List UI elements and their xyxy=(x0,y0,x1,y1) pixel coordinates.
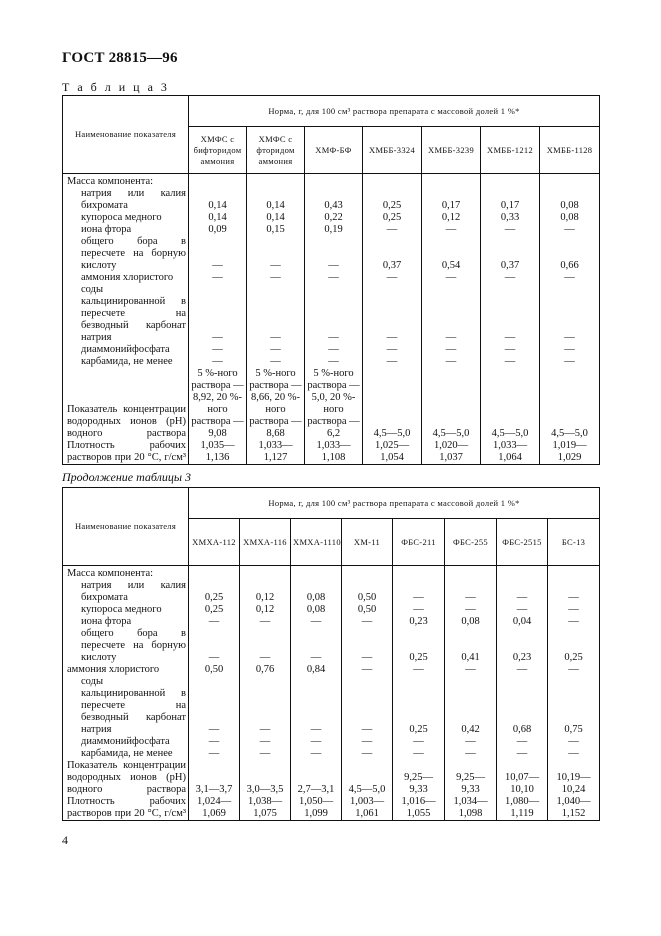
table-cell: — xyxy=(422,356,481,368)
table-cell: 0,25 xyxy=(189,604,240,616)
table-cell: — xyxy=(548,748,600,760)
table-cell: 0,19 xyxy=(305,224,363,236)
table-cell: — xyxy=(240,736,291,748)
table-cell: 0,09 xyxy=(189,224,247,236)
column-header: ХМББ-3324 xyxy=(363,127,422,174)
table-cell xyxy=(445,566,497,581)
table-cell: 1,033— 1,064 xyxy=(481,440,540,465)
table-cell: — xyxy=(445,664,497,676)
table-cell: — xyxy=(363,344,422,356)
table-cell xyxy=(393,566,445,581)
table-row xyxy=(63,748,600,760)
table-cell: 0,22 xyxy=(305,212,363,224)
table-cell: 0,54 xyxy=(422,236,481,272)
table-cell: — xyxy=(422,272,481,284)
table-cell: 0,23 xyxy=(393,616,445,628)
table-cell: — xyxy=(189,628,240,664)
document-header: ГОСТ 28815—96 xyxy=(62,50,178,66)
table-cell: 0,08 xyxy=(291,604,342,616)
table-cell: 1,019— 1,029 xyxy=(540,440,600,465)
table-cell: — xyxy=(540,284,600,344)
table-cell: 5 %-ного раствора — 8,92, 20 %-ного раствора — 9,08 xyxy=(189,368,247,440)
table-cell: 0,25 xyxy=(189,580,240,604)
name-column-header: Наименование показателя xyxy=(63,488,189,566)
table-caption: Т а б л и ц а 3 xyxy=(62,80,170,94)
table-cell: 0,43 xyxy=(305,188,363,212)
table-cell: — xyxy=(342,736,393,748)
table-cell: — xyxy=(393,580,445,604)
table-cell: 0,50 xyxy=(189,664,240,676)
column-header: ХМ-11 xyxy=(342,519,393,566)
table-cell: — xyxy=(445,736,497,748)
row-label: Плотность рабочих растворов при 20 °С, г/см³ xyxy=(63,796,189,821)
table-cell: 0,76 xyxy=(240,664,291,676)
table-cell: 1,016— 1,055 xyxy=(393,796,445,821)
table-cell: — xyxy=(240,748,291,760)
table-cell: 3,1—3,7 xyxy=(189,760,240,796)
table-cell: 0,25 xyxy=(363,188,422,212)
table-cell: — xyxy=(497,580,548,604)
table-cell: — xyxy=(342,628,393,664)
row-label: общего бора в пересчете на борную кислоту xyxy=(63,236,189,272)
column-header: ХМХА-116 xyxy=(240,519,291,566)
table-cell: — xyxy=(497,664,548,676)
column-header: БС-13 xyxy=(548,519,600,566)
table-cell: — xyxy=(291,628,342,664)
table-cell: 1,033— 1,127 xyxy=(247,440,305,465)
table-cell: — xyxy=(189,748,240,760)
column-header: ХМББ-1212 xyxy=(481,127,540,174)
table-cell: 0,23 xyxy=(497,628,548,664)
row-label: иона фтора xyxy=(63,224,189,236)
table-row xyxy=(63,566,600,581)
norm-header: Норма, г, для 100 см³ раствора препарата с массовой долей 1 %* xyxy=(189,96,600,127)
table-cell: — xyxy=(189,236,247,272)
table-cell: 0,25 xyxy=(363,212,422,224)
table-cell: 1,040— 1,152 xyxy=(548,796,600,821)
table-cell: — xyxy=(445,748,497,760)
table-cell: 4,5—5,0 xyxy=(481,368,540,440)
table-cell: — xyxy=(393,664,445,676)
table-cell: 0,12 xyxy=(422,212,481,224)
table-cell xyxy=(481,174,540,189)
table-cell: 0,08 xyxy=(445,616,497,628)
row-label: купороса медного xyxy=(63,604,189,616)
table-row xyxy=(63,760,600,796)
table-cell: — xyxy=(481,272,540,284)
table-cell: — xyxy=(481,284,540,344)
column-header: ХМФС с бифторидом аммония xyxy=(189,127,247,174)
table-cell: 0,17 xyxy=(481,188,540,212)
table-row xyxy=(63,224,600,236)
table-cell: 3,0—3,5 xyxy=(240,760,291,796)
table-cell: 1,033— 1,108 xyxy=(305,440,363,465)
column-header: ФБС-2515 xyxy=(497,519,548,566)
table-cell: — xyxy=(189,616,240,628)
table-cell xyxy=(548,566,600,581)
table-cell: 4,5—5,0 xyxy=(342,760,393,796)
table-cell: 0,08 xyxy=(540,188,600,212)
table-cell: 0,15 xyxy=(247,224,305,236)
table-cell: 5 %-ного раствора — 5,0, 20 %-ного раствора — 6,2 xyxy=(305,368,363,440)
table-cell: 0,66 xyxy=(540,236,600,272)
table-cell: — xyxy=(481,356,540,368)
table-cell: — xyxy=(548,664,600,676)
table-cell: — xyxy=(445,604,497,616)
table-cell: — xyxy=(540,356,600,368)
table-cell: — xyxy=(445,580,497,604)
name-column-header: Наименование показателя xyxy=(63,96,189,174)
table-cell: 0,50 xyxy=(342,604,393,616)
table-cell: — xyxy=(189,356,247,368)
table-row xyxy=(63,344,600,356)
table-cell: — xyxy=(305,272,363,284)
row-label: Масса компонента: xyxy=(63,174,189,189)
table-cell: 0,42 xyxy=(445,676,497,736)
table-cell xyxy=(247,174,305,189)
table-cell: — xyxy=(247,236,305,272)
table-cell: 0,14 xyxy=(189,188,247,212)
table-cell: 4,5—5,0 xyxy=(540,368,600,440)
table-cell: 0,25 xyxy=(393,628,445,664)
table-cell: 0,37 xyxy=(481,236,540,272)
row-label: общего бора в пересчете на борную кислоту xyxy=(63,628,189,664)
table-cell: — xyxy=(247,272,305,284)
table-cell: — xyxy=(247,284,305,344)
table-cell: — xyxy=(497,604,548,616)
table-row xyxy=(63,356,600,368)
table-cell: — xyxy=(393,748,445,760)
table-3 xyxy=(62,95,600,465)
table-cell: 9,25—9,33 xyxy=(445,760,497,796)
table-row xyxy=(63,604,600,616)
table-cell: — xyxy=(363,272,422,284)
row-label: Показатель концентрации водородных ионов (рН) водного раствора xyxy=(63,760,189,796)
row-label: натрия или калия бихромата xyxy=(63,188,189,212)
table-cell: 0,37 xyxy=(363,236,422,272)
table-cell: — xyxy=(363,356,422,368)
norm-header: Норма, г, для 100 см³ раствора препарата с массовой долей 1 %* xyxy=(189,488,600,519)
column-header: ФБС-211 xyxy=(393,519,445,566)
column-header: ХМХА-112 xyxy=(189,519,240,566)
table-cell: — xyxy=(305,356,363,368)
table-cell: 1,034— 1,098 xyxy=(445,796,497,821)
table-row xyxy=(63,174,600,189)
table-cell: 0,08 xyxy=(291,580,342,604)
table-cell: 0,04 xyxy=(497,616,548,628)
row-label: карбамида, не менее xyxy=(63,356,189,368)
table-cell: 2,7—3,1 xyxy=(291,760,342,796)
table-3-continuation xyxy=(62,487,600,821)
table-cell: — xyxy=(422,344,481,356)
table-cell: — xyxy=(305,284,363,344)
table-cell: 1,080— 1,119 xyxy=(497,796,548,821)
table-cell: — xyxy=(247,356,305,368)
table-row xyxy=(63,676,600,736)
table-cell: 0,17 xyxy=(422,188,481,212)
table-row xyxy=(63,284,600,344)
table-row xyxy=(63,272,600,284)
table-cell: 4,5—5,0 xyxy=(363,368,422,440)
table-cell: — xyxy=(240,676,291,736)
table-cell xyxy=(189,174,247,189)
table-cell: 0,25 xyxy=(548,628,600,664)
table-cell: 1,050— 1,099 xyxy=(291,796,342,821)
row-label: Плотность рабочих растворов при 20 °С, г/см³ xyxy=(63,440,189,465)
table-cell: — xyxy=(189,272,247,284)
table-cell: — xyxy=(497,736,548,748)
table-cell xyxy=(305,174,363,189)
table-cell: — xyxy=(291,676,342,736)
table-cell: 0,84 xyxy=(291,664,342,676)
table-cell: 0,25 xyxy=(393,676,445,736)
table-row xyxy=(63,580,600,604)
row-label: купороса медного xyxy=(63,212,189,224)
continuation-caption: Продолжение таблицы 3 xyxy=(62,470,192,484)
column-header: ХМББ-1128 xyxy=(540,127,600,174)
table-cell: 10,19— 10,24 xyxy=(548,760,600,796)
table-cell: — xyxy=(548,736,600,748)
table-cell: — xyxy=(240,628,291,664)
table-cell: — xyxy=(342,616,393,628)
table-cell xyxy=(363,174,422,189)
table-cell: — xyxy=(540,344,600,356)
table-cell: — xyxy=(393,736,445,748)
row-label: Показатель концентрации водородных ионов (рН) водного раствора xyxy=(63,368,189,440)
table-cell: 0,14 xyxy=(247,212,305,224)
column-header: ХМФС с фторидом аммония xyxy=(247,127,305,174)
table-cell: 0,12 xyxy=(240,604,291,616)
table-cell: 0,68 xyxy=(497,676,548,736)
table-row xyxy=(63,440,600,465)
table-row xyxy=(63,664,600,676)
table-cell: — xyxy=(189,284,247,344)
table-cell: 0,50 xyxy=(342,580,393,604)
table-row xyxy=(63,368,600,440)
table-cell: 5 %-ного раствора — 8,66, 20 %-ного раствора — 8,68 xyxy=(247,368,305,440)
table-cell: 1,038— 1,075 xyxy=(240,796,291,821)
row-label: аммония хлористого xyxy=(63,272,189,284)
table-cell: — xyxy=(189,676,240,736)
table-cell: — xyxy=(189,344,247,356)
table-cell: — xyxy=(540,224,600,236)
table-cell: — xyxy=(393,604,445,616)
table-cell xyxy=(240,566,291,581)
table-cell: 0,14 xyxy=(189,212,247,224)
table-cell: — xyxy=(540,272,600,284)
row-label: карбамида, не менее xyxy=(63,748,189,760)
row-label: соды кальцинированной в пересчете на безводный карбонат натрия xyxy=(63,676,189,736)
table-cell: 1,020— 1,037 xyxy=(422,440,481,465)
table-cell xyxy=(189,566,240,581)
table-cell: 0,14 xyxy=(247,188,305,212)
column-header: ХМФ-БФ xyxy=(305,127,363,174)
table-cell: 1,025— 1,054 xyxy=(363,440,422,465)
table-cell: — xyxy=(497,748,548,760)
table-cell: 0,12 xyxy=(240,580,291,604)
page-number: 4 xyxy=(62,833,68,847)
table-cell: — xyxy=(548,580,600,604)
row-label: натрия или калия бихромата xyxy=(63,580,189,604)
table-cell: 9,25—9,33 xyxy=(393,760,445,796)
table-row xyxy=(63,736,600,748)
table-row xyxy=(63,616,600,628)
table-cell: — xyxy=(342,748,393,760)
table-row xyxy=(63,212,600,224)
table-cell: — xyxy=(363,284,422,344)
table-cell: — xyxy=(363,224,422,236)
table-cell: 0,33 xyxy=(481,212,540,224)
row-label: иона фтора xyxy=(63,616,189,628)
table-cell: — xyxy=(189,736,240,748)
table-cell xyxy=(497,566,548,581)
table-cell: — xyxy=(305,236,363,272)
table-cell: 1,035— 1,136 xyxy=(189,440,247,465)
table-cell: — xyxy=(291,616,342,628)
table-cell xyxy=(422,174,481,189)
row-label: диаммонийфосфата xyxy=(63,736,189,748)
table-cell: — xyxy=(422,284,481,344)
table-cell: — xyxy=(548,604,600,616)
table-cell: — xyxy=(247,344,305,356)
table-cell: 1,024— 1,069 xyxy=(189,796,240,821)
table-cell: 0,75 xyxy=(548,676,600,736)
table-cell: — xyxy=(481,344,540,356)
table-cell: — xyxy=(240,616,291,628)
table-row xyxy=(63,628,600,664)
table-cell: — xyxy=(422,224,481,236)
table-cell: — xyxy=(342,664,393,676)
table-row xyxy=(63,188,600,212)
table-cell: — xyxy=(291,748,342,760)
column-header: ФБС-255 xyxy=(445,519,497,566)
table-row xyxy=(63,796,600,821)
table-cell: — xyxy=(342,676,393,736)
table-cell: 0,08 xyxy=(540,212,600,224)
row-label: Масса компонента: xyxy=(63,566,189,581)
table-cell: 10,07— 10,10 xyxy=(497,760,548,796)
table-cell: — xyxy=(305,344,363,356)
column-header: ХМББ-3239 xyxy=(422,127,481,174)
row-label: соды кальцинированной в пересчете на безводный карбонат натрия xyxy=(63,284,189,344)
table-cell: 1,003— 1,061 xyxy=(342,796,393,821)
table-cell xyxy=(291,566,342,581)
row-label: аммония хлористого xyxy=(63,664,189,676)
table-cell: — xyxy=(481,224,540,236)
table-cell xyxy=(540,174,600,189)
table-cell: 0,41 xyxy=(445,628,497,664)
row-label: диаммонийфосфата xyxy=(63,344,189,356)
table-row xyxy=(63,236,600,272)
table-cell: 4,5—5,0 xyxy=(422,368,481,440)
table-cell: — xyxy=(548,616,600,628)
table-cell xyxy=(342,566,393,581)
table-cell: — xyxy=(291,736,342,748)
column-header: ХМХА-1110 xyxy=(291,519,342,566)
